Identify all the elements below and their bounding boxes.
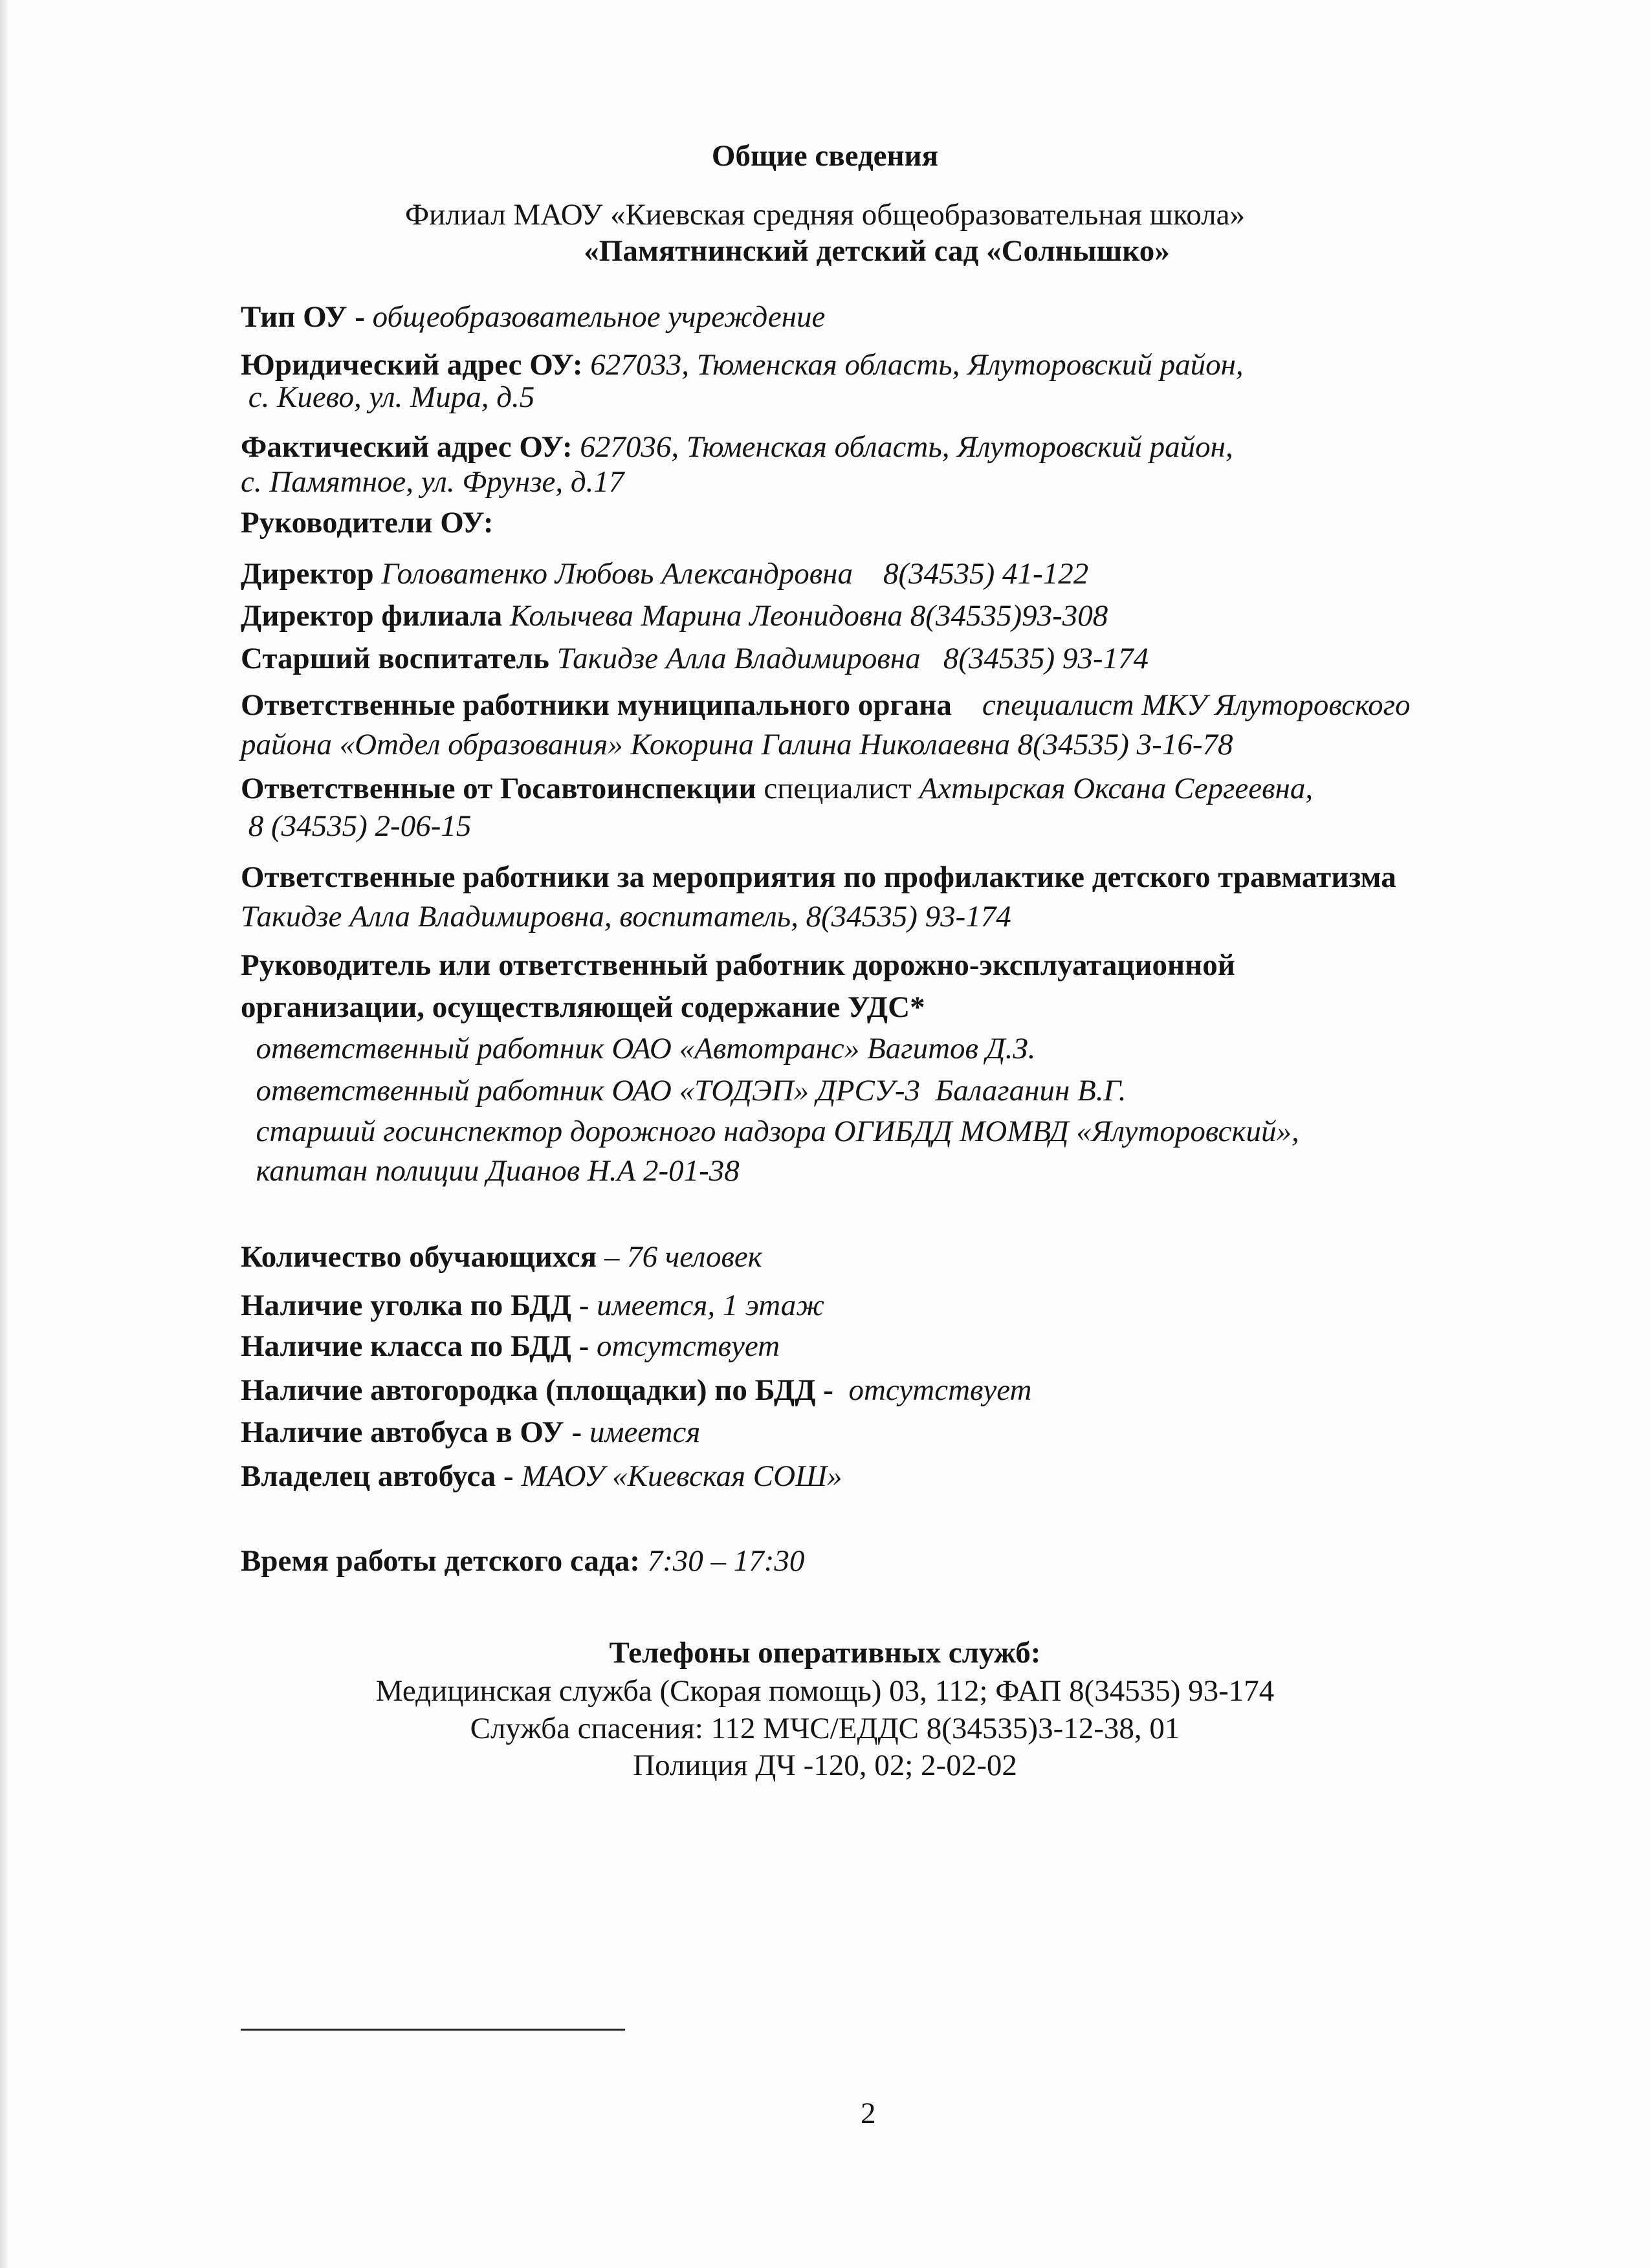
field-label: Наличие автобуса в ОУ - bbox=[241, 1415, 589, 1449]
field-label: Наличие уголка по БДД - bbox=[241, 1289, 597, 1322]
info-field bbox=[241, 1239, 762, 1275]
info-field bbox=[241, 556, 1088, 592]
scan-edge bbox=[0, 0, 9, 2268]
field-value: с. Киево, ул. Мира, д.5 bbox=[241, 380, 535, 414]
info-field bbox=[241, 429, 1233, 465]
service-line: Полиция ДЧ -120, 02; 2-02-02 bbox=[633, 1749, 1017, 1782]
org-line-1: Филиал МАОУ «Киевская средняя общеобразовательная школа» bbox=[405, 198, 1245, 232]
field-value: ответственный работник ОАО «Автотранс» Вагитов Д.З. bbox=[241, 1032, 1036, 1065]
info-field bbox=[241, 947, 1235, 983]
info-field bbox=[241, 1287, 824, 1324]
info-field bbox=[241, 726, 1233, 763]
field-value: ответственный работник ОАО «ТОДЭП» ДРСУ-3 Балаганин В.Г. bbox=[241, 1074, 1127, 1107]
field-label: Ответственные от Госавтоинспекции bbox=[241, 772, 764, 805]
info-field bbox=[241, 347, 1244, 383]
field-value: 7:30 – 17:30 bbox=[647, 1544, 805, 1578]
info-field bbox=[241, 1073, 1126, 1109]
field-role: специалист bbox=[764, 772, 919, 805]
field-label: Руководитель или ответственный работник дорожно-эксплуатационной bbox=[241, 948, 1235, 982]
field-label: Количество обучающихся bbox=[241, 1240, 604, 1274]
field-value: капитан полиции Дианов Н.А 2-01-38 bbox=[241, 1154, 740, 1188]
field-label: Наличие класса по БДД - bbox=[241, 1329, 597, 1363]
info-field bbox=[241, 299, 825, 335]
info-field bbox=[241, 640, 1149, 677]
field-value: отсутствует bbox=[841, 1373, 1032, 1407]
field-value: старший госинспектор дорожного надзора ОГИБДД МОМВД «Ялуторовский», bbox=[241, 1115, 1299, 1148]
service-line: Служба спасения: 112 МЧС/ЕДДС 8(34535)3-12-38, 01 bbox=[470, 1712, 1180, 1745]
field-label: Директор филиала bbox=[241, 599, 510, 633]
page-number: 2 bbox=[861, 2097, 876, 2130]
info-field bbox=[241, 1113, 1299, 1150]
info-field bbox=[241, 1414, 700, 1450]
info-field bbox=[241, 1328, 780, 1364]
field-value: 627033, Тюменская область, Ялуторовский район, bbox=[590, 348, 1244, 382]
field-value: имеется, 1 этаж bbox=[597, 1289, 824, 1322]
field-value: имеется bbox=[589, 1415, 701, 1449]
field-value: Колычева Марина Леонидовна 8(34535)93-308 bbox=[509, 599, 1108, 633]
services-title: Телефоны оперативных служб: bbox=[609, 1636, 1041, 1670]
field-value: специалист МКУ Ялуторовского bbox=[959, 688, 1411, 722]
info-field bbox=[241, 1543, 804, 1579]
field-label: Владелец автобуса - bbox=[241, 1459, 522, 1493]
info-field bbox=[241, 464, 624, 500]
info-field bbox=[241, 1030, 1035, 1067]
field-value: Такидзе Алла Владимировна 8(34535) 93-174 bbox=[556, 642, 1149, 675]
info-field bbox=[241, 505, 493, 541]
field-value: 627036, Тюменская область, Ялуторовский район, bbox=[580, 430, 1233, 464]
info-field bbox=[241, 989, 925, 1025]
field-value: с. Памятное, ул. Фрунзе, д.17 bbox=[241, 465, 624, 499]
info-field bbox=[241, 899, 1011, 935]
info-field bbox=[241, 598, 1108, 634]
field-value: Ахтырская Оксана Сергеевна, bbox=[919, 772, 1314, 805]
info-field bbox=[241, 379, 534, 415]
field-value: 8 (34535) 2-06-15 bbox=[241, 809, 472, 843]
info-field bbox=[241, 1153, 740, 1189]
field-label: Директор bbox=[241, 557, 382, 591]
footnote-rule bbox=[241, 2029, 625, 2031]
field-label: Руководители ОУ: bbox=[241, 506, 494, 540]
field-label: Старший воспитатель bbox=[241, 642, 557, 675]
field-value: – 76 человек bbox=[604, 1240, 762, 1274]
field-label: Время работы детского сада: bbox=[241, 1544, 648, 1578]
field-label: Юридический адрес ОУ: bbox=[241, 348, 591, 382]
info-field bbox=[241, 687, 1411, 723]
field-value: Такидзе Алла Владимировна, воспитатель, 8(34535) 93-174 bbox=[241, 900, 1011, 933]
field-label: Ответственные работники за мероприятия по профилактике детского травматизма bbox=[241, 860, 1396, 894]
org-line-2: «Памятнинский детский сад «Солнышко» bbox=[584, 234, 1170, 268]
field-label: Фактический адрес ОУ: bbox=[241, 430, 580, 464]
field-label: организации, осуществляющей содержание УДС* bbox=[241, 990, 925, 1024]
field-value: района «Отдел образования» Кокорина Галина Николаевна 8(34535) 3-16-78 bbox=[241, 728, 1233, 761]
field-label: Тип ОУ - bbox=[241, 300, 373, 334]
field-value: общеобразовательное учреждение bbox=[372, 300, 826, 334]
info-field bbox=[241, 1372, 1032, 1408]
field-value: отсутствует bbox=[597, 1329, 780, 1363]
field-value: Головатенко Любовь Александровна 8(34535) 41-122 bbox=[381, 557, 1089, 591]
info-field bbox=[241, 1458, 842, 1494]
document-heading: Общие сведения bbox=[711, 139, 939, 173]
field-label: Ответственные работники муниципального органа bbox=[241, 688, 960, 722]
service-line: Медицинская служба (Скорая помощь) 03, 112; ФАП 8(34535) 93-174 bbox=[375, 1674, 1275, 1708]
field-label: Наличие автогородка (площадки) по БДД - bbox=[241, 1373, 841, 1407]
info-field bbox=[241, 770, 1313, 807]
field-value: МАОУ «Киевская СОШ» bbox=[521, 1459, 842, 1493]
info-field bbox=[241, 859, 1396, 895]
info-field bbox=[241, 808, 471, 844]
